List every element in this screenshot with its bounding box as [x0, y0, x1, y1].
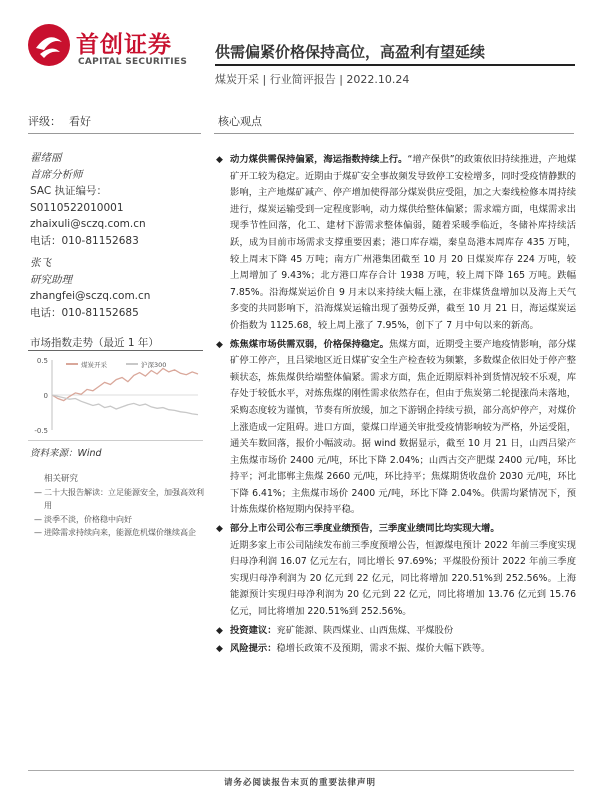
related-item[interactable]: — 淡季不淡，价格稳中向好 — [34, 515, 132, 524]
analyst-role: 研究助理 — [30, 273, 72, 286]
footer-disclaimer: 请务必阅读报告末页的重要法律声明 — [223, 778, 376, 788]
analyst-phone: 电话：010-81152685 — [30, 306, 139, 319]
paragraph-lead: 风险提示： — [230, 643, 277, 655]
paragraph-lead: 动力煤供需保持偏紧，海运指数持续上行。 — [230, 154, 408, 165]
paragraph-text: 近期多家上市公司陆续发布前三季度预增公告，恒源煤电预计 2022 年前三季度实现归母净利润 16.07 亿元左右，同比增长 97.69%；平煤股份预计 2022 年前三季度实现归母净利润为 20 亿元到 22 亿元，同比将增加 220.51%到 252.56%。上海能源预计实现归母净利润为 20 亿元到 22 亿元，同比将增加 13.76 亿元到 15.76 亿元，同比将增加 220.51%到 252.56%。 — [230, 539, 576, 618]
series-line-coal — [52, 368, 198, 400]
paragraph-risk — [216, 641, 576, 658]
bullet-icon: ◆ — [216, 625, 223, 636]
series-line-hs300 — [52, 395, 198, 415]
related-item[interactable]: — 二十大报告解读：立足能源安全，加强高效利用 — [34, 488, 204, 510]
related-item-text[interactable]: 淡季不淡，价格稳中向好 — [44, 515, 132, 524]
paragraph-text: 稳增长政策不及预期，需求不振、煤价大幅下跌等。 — [276, 643, 491, 655]
related-research-title: 相关研究 — [44, 474, 79, 484]
analyst-cert-label: SAC 执证编号： — [30, 185, 108, 197]
paragraph-text: 焦煤方面，近期受主要产地疫情影响，部分煤矿停工停产，且吕梁地区近日煤矿安全生产检查较为频繁，多数煤企依旧处于停产整顿状态，炼焦煤供给端整体偏紧。需求方面，焦企近期原料补到货情况较不乐观，库存处于较低水平，对炼焦煤的刚性需求依然存在，但由于焦炭第二轮提涨尚未落地，采购态度较为谨慎，节奏有所放缓，加之下游钢企持续亏损，部分高炉停产，对煤价上涨造成一定阻碍。进口方面，蒙煤口岸通关审批受疫情影响较为严格，外运受阻，通关车数回落，报价小幅波动。据 wind 数据显示，截至 10 月 21 日，山西吕梁产主焦煤市场价 2400 元/吨，环比下降 2.04%；山西古交产肥煤 2400 元/吨，环比持平；河北邯郸主焦煤 2660 元/吨，环比持平；焦煤期货收盘价 2030 元/吨，环比下降 6.41%；主焦煤市场价 2400 元/吨，环比下降 2.04%。供需均紧情况下，预计炼焦煤价格短期内保持平稳。 — [230, 338, 576, 516]
paragraph-lead: 投资建议： — [230, 624, 277, 636]
company-logo — [26, 22, 201, 82]
main-divider — [214, 133, 574, 134]
analyst-cert: S0110522010001 — [30, 201, 124, 214]
bullet-icon: ◆ — [216, 339, 223, 350]
analyst-email[interactable]: zhangfei@sczq.com.cn — [30, 290, 151, 302]
logo-english-name: CAPITAL SECURITIES — [78, 57, 188, 67]
bullet-icon: ◆ — [216, 524, 223, 535]
rating-value: 看好 — [69, 115, 91, 128]
related-item-text[interactable]: 二十大报告解读：立足能源安全，加强高效利用 — [44, 488, 204, 510]
rating — [28, 113, 91, 129]
chart-top-divider — [28, 350, 203, 351]
chart-title: 市场指数走势（最近 1 年） — [30, 337, 159, 349]
market-index-chart — [28, 354, 203, 436]
logo-chinese-name: 首创证券 — [76, 32, 172, 58]
analyst-name: 翟绪丽 — [30, 152, 62, 164]
core-view-heading: 核心观点 — [218, 115, 262, 128]
logo-mark-icon — [26, 22, 72, 68]
y-tick-label: 0 — [43, 392, 48, 400]
analyst-role: 首席分析师 — [30, 168, 83, 181]
analyst-phone: 电话：010-81152683 — [30, 234, 139, 247]
analyst-name: 张飞 — [30, 257, 51, 269]
rating-label: 评级： — [28, 115, 61, 128]
paragraph-investment-advice — [216, 623, 576, 640]
analyst-2 — [30, 255, 150, 321]
paragraph-text: 兖矿能源、陕西煤业、山西焦煤、平煤股份 — [276, 624, 454, 636]
paragraph-coking-coal — [216, 337, 576, 520]
legend-label: 煤炭开采 — [81, 361, 107, 369]
bullet-icon: ◆ — [216, 155, 223, 165]
report-subtitle: 煤炭开采 | 行业简评报告 | 2022.10.24 — [215, 73, 410, 86]
sidebar-divider — [28, 133, 201, 134]
legend-label: 沪深300 — [141, 361, 167, 369]
report-body — [216, 152, 576, 660]
paragraph-earnings — [216, 521, 576, 621]
bullet-icon: ◆ — [216, 644, 223, 655]
paragraph-thermal-coal — [216, 152, 576, 335]
related-item[interactable]: — 进除需求持续向来，能源危机煤价继续高企 — [34, 528, 196, 537]
header-divider — [215, 64, 575, 66]
source-divider — [28, 440, 203, 441]
related-item-text[interactable]: 进除需求持续向来，能源危机煤价继续高企 — [44, 528, 196, 537]
report-title: 供需偏紧价格保持高位，高盈利有望延续 — [215, 43, 486, 61]
analyst-email[interactable]: zhaixuli@sczq.com.cn — [30, 218, 146, 230]
footer-divider — [28, 770, 574, 771]
paragraph-lead: 炼焦煤市场供需双弱，价格保持稳定。 — [230, 338, 389, 350]
analyst-1 — [30, 150, 146, 249]
y-tick-label: -0.5 — [34, 427, 48, 435]
paragraph-lead: 部分上市公司公布三季度业绩预告，三季度业绩同比均实现大增。 — [230, 523, 500, 535]
y-tick-label: 0.5 — [36, 357, 48, 365]
chart-source: 资料来源：Wind — [30, 448, 102, 459]
paragraph-text: “增产保供”的政策依旧持续推进，产地煤矿开工较为稳定。近期由于煤矿安全事故频发导致停工安检增多，同时受疫情静默的影响，主产地煤矿减产、停产增加使得部分煤炭供应受阻，加之大秦线检修本周持续进行，煤炭运输受到一定程度影响，动力煤供给整体偏紧；需求端方面，电煤需求出现季节性回落，化工、建材下游需求整体偏弱，随着采暖季临近，冬储补库持续活跃，成为目前市场需求支撑重要因素；港口库存端，秦皇岛港本周库存 435 万吨，较上周末下降 45 万吨；南方广州港集团截至 10 月 20 日煤炭库存 224 万吨，较上周增加了 9.43%；北方港口库存合计 1938 万吨，较上周下降 165 万吨。跌幅 7.85%。沿海煤炭运价自 9 月末以来持续大幅上涨，在非煤货盘增加以及海上天气多变的共同影响下，沿海煤炭运输出现了强势反弹，截至 10 月 21 日，海运煤炭运价指数为 1125.68，较上周上涨了 7.95%，创下了 7 月中旬以来的新高。 — [230, 154, 576, 331]
